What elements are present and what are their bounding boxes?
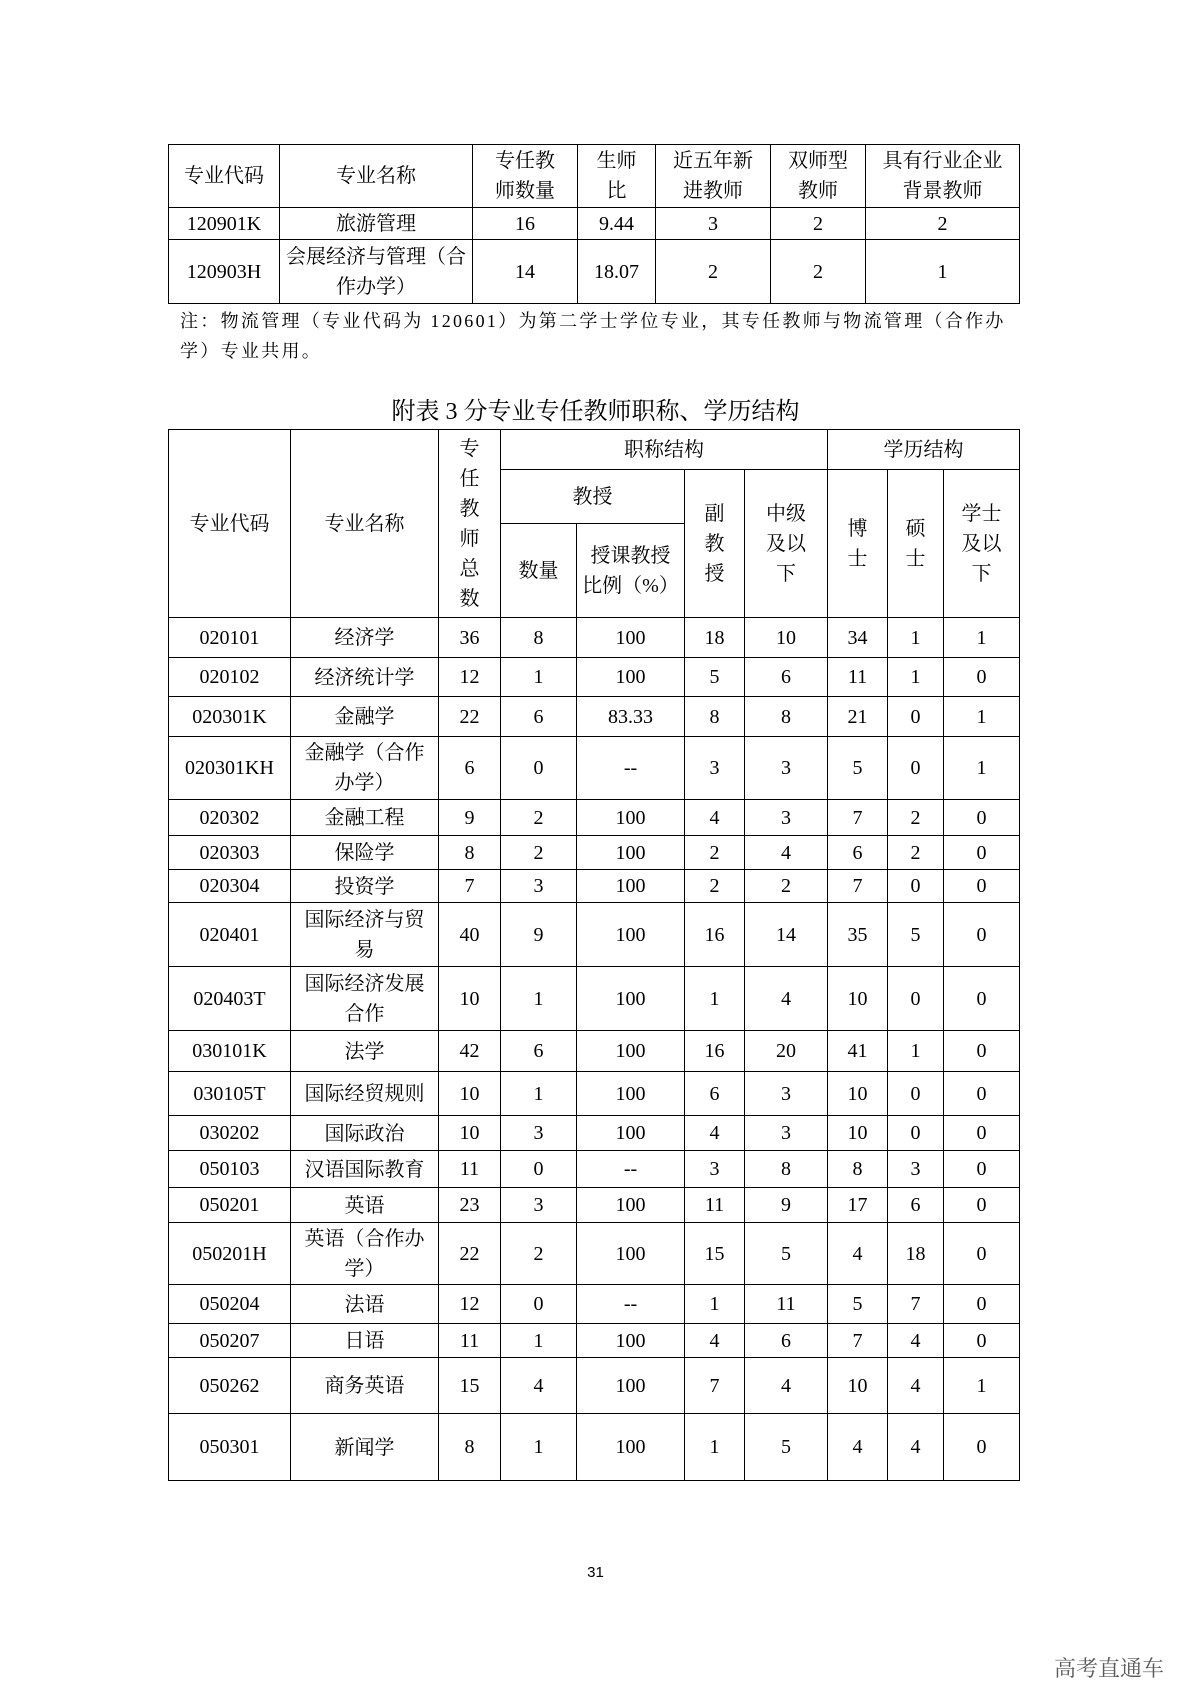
table-header-row bbox=[169, 145, 1020, 208]
cell-master-count: 2 bbox=[888, 836, 944, 870]
cell-bachelor-and-below-count: 0 bbox=[944, 870, 1020, 903]
cell-master-count: 0 bbox=[888, 1072, 944, 1116]
cell-professor-count: 1 bbox=[501, 1414, 577, 1481]
major-name-text: 英语 bbox=[344, 1194, 385, 1217]
cell-associate-professor-count: 2 bbox=[685, 870, 745, 903]
table-title: 附表 3 分专业专任教师职称、学历结构 bbox=[391, 399, 800, 425]
cell-master-count: 1 bbox=[888, 1031, 944, 1072]
cell-bachelor-and-below-count: 0 bbox=[944, 1285, 1020, 1324]
table-row bbox=[169, 240, 1020, 304]
cell-associate-professor-count: 18 bbox=[685, 618, 745, 658]
cell-faculty-total: 23 bbox=[439, 1188, 501, 1223]
cell-faculty-total: 12 bbox=[439, 658, 501, 697]
cell-major-name bbox=[291, 1414, 439, 1481]
cell-master-count: 4 bbox=[888, 1358, 944, 1414]
cell-major-code: 050201 bbox=[169, 1188, 291, 1223]
cell-industry-background-faculty: 1 bbox=[866, 240, 1020, 304]
cell-doctorate-count: 35 bbox=[828, 903, 888, 967]
cell-doctorate-count: 11 bbox=[828, 658, 888, 697]
major-name-text: 投资学 bbox=[334, 875, 395, 898]
table-row bbox=[169, 1116, 1020, 1151]
cell-bachelor-and-below-count: 0 bbox=[944, 1031, 1020, 1072]
cell-intermediate-and-below-count: 20 bbox=[745, 1031, 828, 1072]
cell-professor-teaching-ratio: 100 bbox=[577, 1031, 685, 1072]
cell-professor-count: 4 bbox=[501, 1358, 577, 1414]
header-label: 学士及以下 bbox=[961, 502, 1002, 585]
cell-master-count: 1 bbox=[888, 618, 944, 658]
cell-faculty-total: 40 bbox=[439, 903, 501, 967]
cell-professor-count: 0 bbox=[501, 1285, 577, 1324]
cell-bachelor-and-below-count: 0 bbox=[944, 1324, 1020, 1358]
cell-master-count: 4 bbox=[888, 1324, 944, 1358]
header-industry-background-faculty bbox=[866, 145, 1020, 208]
cell-major-name bbox=[291, 618, 439, 658]
table-body bbox=[169, 208, 1020, 304]
cell-faculty-total: 6 bbox=[439, 737, 501, 800]
cell-professor-teaching-ratio: 100 bbox=[577, 1188, 685, 1223]
cell-professor-teaching-ratio: 83.33 bbox=[577, 697, 685, 737]
header-dual-qualified-faculty bbox=[771, 145, 866, 208]
cell-bachelor-and-below-count: 0 bbox=[944, 800, 1020, 836]
cell-doctorate-count: 6 bbox=[828, 836, 888, 870]
cell-major-code: 020101 bbox=[169, 618, 291, 658]
table-row bbox=[169, 618, 1020, 658]
table-footnote: 注：物流管理（专业代码为 120601）为第二学士学位专业，其专任教师与物流管理（合作办学）专业共用。 bbox=[180, 311, 1006, 361]
major-name-text: 新闻学 bbox=[334, 1436, 395, 1459]
cell-intermediate-and-below-count: 3 bbox=[745, 737, 828, 800]
cell-faculty-total: 10 bbox=[439, 1072, 501, 1116]
cell-major-name bbox=[291, 1358, 439, 1414]
cell-master-count: 5 bbox=[888, 903, 944, 967]
cell-doctorate-count: 17 bbox=[828, 1188, 888, 1223]
header-label: 近五年新进教师 bbox=[673, 150, 753, 202]
header-degree-structure bbox=[828, 430, 1020, 470]
header-label: 授课教授 比例（%） bbox=[582, 544, 679, 597]
cell-major-code: 050204 bbox=[169, 1285, 291, 1324]
cell-new-faculty-five-years: 2 bbox=[656, 240, 771, 304]
cell-bachelor-and-below-count: 0 bbox=[944, 1188, 1020, 1223]
major-name-text: 国际经济发展合作 bbox=[304, 972, 425, 1025]
header-major-name bbox=[280, 145, 473, 208]
cell-professor-teaching-ratio: -- bbox=[577, 1285, 685, 1324]
cell-doctorate-count: 10 bbox=[828, 1072, 888, 1116]
cell-doctorate-count: 7 bbox=[828, 870, 888, 903]
cell-intermediate-and-below-count: 4 bbox=[745, 967, 828, 1031]
cell-master-count: 0 bbox=[888, 967, 944, 1031]
cell-professor-teaching-ratio: 100 bbox=[577, 1324, 685, 1358]
cell-associate-professor-count: 7 bbox=[685, 1358, 745, 1414]
cell-major-name bbox=[291, 1151, 439, 1188]
major-name-text: 金融学 bbox=[334, 706, 395, 729]
cell-faculty-total: 22 bbox=[439, 1223, 501, 1285]
cell-intermediate-and-below-count: 2 bbox=[745, 870, 828, 903]
header-label: 博士 bbox=[847, 517, 868, 570]
cell-intermediate-and-below-count: 4 bbox=[745, 836, 828, 870]
cell-doctorate-count: 7 bbox=[828, 1324, 888, 1358]
cell-new-faculty-five-years: 3 bbox=[656, 208, 771, 240]
header-faculty-total bbox=[439, 430, 501, 618]
cell-intermediate-and-below-count: 5 bbox=[745, 1414, 828, 1481]
cell-doctorate-count: 10 bbox=[828, 1116, 888, 1151]
cell-faculty-total: 11 bbox=[439, 1151, 501, 1188]
cell-industry-background-faculty: 2 bbox=[866, 208, 1020, 240]
cell-faculty-total: 11 bbox=[439, 1324, 501, 1358]
cell-major-name bbox=[291, 836, 439, 870]
cell-professor-teaching-ratio: 100 bbox=[577, 618, 685, 658]
header-major-name bbox=[291, 430, 439, 618]
cell-intermediate-and-below-count: 3 bbox=[745, 1072, 828, 1116]
cell-faculty-total: 9 bbox=[439, 800, 501, 836]
table-row bbox=[169, 697, 1020, 737]
table-row bbox=[169, 658, 1020, 697]
table-row bbox=[169, 1223, 1020, 1285]
cell-major-code: 050103 bbox=[169, 1151, 291, 1188]
cell-bachelor-and-below-count: 1 bbox=[944, 1358, 1020, 1414]
cell-faculty-total: 36 bbox=[439, 618, 501, 658]
cell-master-count: 0 bbox=[888, 737, 944, 800]
cell-faculty-total: 7 bbox=[439, 870, 501, 903]
cell-associate-professor-count: 3 bbox=[685, 1151, 745, 1188]
table-row bbox=[169, 903, 1020, 967]
cell-major-code: 020301K bbox=[169, 697, 291, 737]
header-label: 教授 bbox=[572, 485, 613, 508]
cell-major-code: 050301 bbox=[169, 1414, 291, 1481]
cell-professor-count: 8 bbox=[501, 618, 577, 658]
cell-professor-count: 2 bbox=[501, 1223, 577, 1285]
table-row bbox=[169, 870, 1020, 903]
header-label: 学历结构 bbox=[883, 438, 964, 461]
table-row bbox=[169, 800, 1020, 836]
table-row bbox=[169, 1188, 1020, 1223]
cell-intermediate-and-below-count: 14 bbox=[745, 903, 828, 967]
major-name-text: 国际经济与贸易 bbox=[304, 908, 425, 961]
table-header-row bbox=[169, 430, 1020, 470]
cell-associate-professor-count: 4 bbox=[685, 1116, 745, 1151]
watermark: 高考直通车 bbox=[1053, 1656, 1164, 1681]
cell-professor-teaching-ratio: 100 bbox=[577, 1072, 685, 1116]
cell-major-code: 020302 bbox=[169, 800, 291, 836]
header-label: 双师型教师 bbox=[788, 150, 848, 202]
cell-doctorate-count: 5 bbox=[828, 737, 888, 800]
cell-intermediate-and-below-count: 11 bbox=[745, 1285, 828, 1324]
header-label: 副教授 bbox=[704, 502, 725, 585]
table-row bbox=[169, 208, 1020, 240]
cell-master-count: 3 bbox=[888, 1151, 944, 1188]
header-associate-professor bbox=[685, 470, 745, 618]
cell-student-faculty-ratio: 18.07 bbox=[578, 240, 656, 304]
cell-professor-count: 1 bbox=[501, 967, 577, 1031]
cell-faculty-total: 15 bbox=[439, 1358, 501, 1414]
major-name-text: 会展经济与管理（合作办学） bbox=[286, 245, 466, 298]
cell-faculty-total: 42 bbox=[439, 1031, 501, 1072]
cell-doctorate-count: 10 bbox=[828, 1358, 888, 1414]
cell-major-name bbox=[291, 1223, 439, 1285]
cell-associate-professor-count: 8 bbox=[685, 697, 745, 737]
cell-professor-teaching-ratio: 100 bbox=[577, 1223, 685, 1285]
table-row bbox=[169, 1414, 1020, 1481]
faculty-summary-table bbox=[168, 144, 1020, 304]
cell-major-name bbox=[291, 1031, 439, 1072]
cell-professor-count: 3 bbox=[501, 870, 577, 903]
cell-intermediate-and-below-count: 6 bbox=[745, 658, 828, 697]
cell-associate-professor-count: 11 bbox=[685, 1188, 745, 1223]
cell-bachelor-and-below-count: 0 bbox=[944, 903, 1020, 967]
cell-student-faculty-ratio: 9.44 bbox=[578, 208, 656, 240]
cell-doctorate-count: 5 bbox=[828, 1285, 888, 1324]
header-professor-teaching-ratio bbox=[577, 524, 685, 618]
cell-faculty-total: 10 bbox=[439, 1116, 501, 1151]
major-name-text: 经济统计学 bbox=[314, 666, 415, 689]
cell-major-name bbox=[291, 1188, 439, 1223]
cell-major-code: 050262 bbox=[169, 1358, 291, 1414]
cell-major-code: 120901K bbox=[169, 208, 280, 240]
cell-faculty-count: 16 bbox=[473, 208, 578, 240]
cell-major-name bbox=[291, 1324, 439, 1358]
header-label: 职称结构 bbox=[624, 438, 704, 461]
major-name-text: 经济学 bbox=[334, 627, 395, 650]
cell-professor-teaching-ratio: 100 bbox=[577, 870, 685, 903]
cell-professor-teaching-ratio: 100 bbox=[577, 800, 685, 836]
header-major-code bbox=[169, 145, 280, 208]
cell-major-code: 020303 bbox=[169, 836, 291, 870]
major-name-text: 汉语国际教育 bbox=[304, 1158, 425, 1181]
cell-major-name bbox=[291, 697, 439, 737]
cell-bachelor-and-below-count: 0 bbox=[944, 1072, 1020, 1116]
header-label: 专业代码 bbox=[189, 512, 270, 535]
cell-major-code: 120903H bbox=[169, 240, 280, 304]
cell-doctorate-count: 34 bbox=[828, 618, 888, 658]
cell-major-code: 020401 bbox=[169, 903, 291, 967]
cell-major-name bbox=[291, 1072, 439, 1116]
header-label: 具有行业企业背景教师 bbox=[882, 150, 1003, 202]
cell-bachelor-and-below-count: 0 bbox=[944, 1414, 1020, 1481]
cell-associate-professor-count: 6 bbox=[685, 1072, 745, 1116]
cell-master-count: 0 bbox=[888, 697, 944, 737]
cell-bachelor-and-below-count: 0 bbox=[944, 967, 1020, 1031]
table-row bbox=[169, 836, 1020, 870]
cell-intermediate-and-below-count: 8 bbox=[745, 1151, 828, 1188]
cell-major-name bbox=[291, 737, 439, 800]
table-row bbox=[169, 1285, 1020, 1324]
cell-doctorate-count: 10 bbox=[828, 967, 888, 1031]
cell-intermediate-and-below-count: 5 bbox=[745, 1223, 828, 1285]
cell-major-code: 020102 bbox=[169, 658, 291, 697]
cell-major-code: 030202 bbox=[169, 1116, 291, 1151]
cell-major-code: 020304 bbox=[169, 870, 291, 903]
header-label: 专业名称 bbox=[324, 512, 405, 535]
cell-bachelor-and-below-count: 0 bbox=[944, 1151, 1020, 1188]
cell-intermediate-and-below-count: 6 bbox=[745, 1324, 828, 1358]
major-name-text: 英语（合作办学） bbox=[304, 1227, 425, 1280]
cell-associate-professor-count: 16 bbox=[685, 1031, 745, 1072]
cell-bachelor-and-below-count: 0 bbox=[944, 1116, 1020, 1151]
header-label: 硕士 bbox=[905, 517, 926, 570]
cell-associate-professor-count: 1 bbox=[685, 967, 745, 1031]
cell-major-name bbox=[291, 967, 439, 1031]
major-name-text: 法语 bbox=[344, 1293, 385, 1316]
header-doctorate bbox=[828, 470, 888, 618]
table-row bbox=[169, 1031, 1020, 1072]
cell-professor-count: 0 bbox=[501, 737, 577, 800]
cell-professor-count: 2 bbox=[501, 800, 577, 836]
header-master bbox=[888, 470, 944, 618]
cell-professor-count: 2 bbox=[501, 836, 577, 870]
major-name-text: 旅游管理 bbox=[336, 213, 416, 236]
cell-doctorate-count: 21 bbox=[828, 697, 888, 737]
header-label: 数量 bbox=[518, 559, 559, 582]
header-label: 专任教师数量 bbox=[495, 150, 555, 202]
cell-bachelor-and-below-count: 0 bbox=[944, 1223, 1020, 1285]
header-label: 专任教师总数 bbox=[459, 437, 480, 610]
cell-faculty-total: 10 bbox=[439, 967, 501, 1031]
cell-master-count: 6 bbox=[888, 1188, 944, 1223]
cell-associate-professor-count: 1 bbox=[685, 1414, 745, 1481]
cell-associate-professor-count: 1 bbox=[685, 1285, 745, 1324]
cell-professor-count: 1 bbox=[501, 1324, 577, 1358]
cell-major-code: 030101K bbox=[169, 1031, 291, 1072]
header-major-code bbox=[169, 430, 291, 618]
table-row bbox=[169, 1324, 1020, 1358]
cell-major-name bbox=[291, 870, 439, 903]
cell-major-name bbox=[291, 903, 439, 967]
cell-doctorate-count: 7 bbox=[828, 800, 888, 836]
cell-associate-professor-count: 4 bbox=[685, 1324, 745, 1358]
cell-professor-count: 6 bbox=[501, 1031, 577, 1072]
cell-major-code: 050201H bbox=[169, 1223, 291, 1285]
cell-major-code: 020403T bbox=[169, 967, 291, 1031]
cell-dual-qualified-faculty: 2 bbox=[771, 208, 866, 240]
cell-master-count: 2 bbox=[888, 800, 944, 836]
cell-professor-count: 3 bbox=[501, 1116, 577, 1151]
cell-doctorate-count: 8 bbox=[828, 1151, 888, 1188]
cell-master-count: 18 bbox=[888, 1223, 944, 1285]
header-label: 专业名称 bbox=[336, 165, 416, 187]
cell-associate-professor-count: 3 bbox=[685, 737, 745, 800]
cell-major-code: 030105T bbox=[169, 1072, 291, 1116]
cell-professor-count: 1 bbox=[501, 658, 577, 697]
cell-bachelor-and-below-count: 0 bbox=[944, 836, 1020, 870]
cell-associate-professor-count: 5 bbox=[685, 658, 745, 697]
cell-professor-teaching-ratio: 100 bbox=[577, 903, 685, 967]
header-faculty-count bbox=[473, 145, 578, 208]
cell-faculty-total: 12 bbox=[439, 1285, 501, 1324]
cell-bachelor-and-below-count: 1 bbox=[944, 697, 1020, 737]
table-row bbox=[169, 737, 1020, 800]
cell-major-code: 050207 bbox=[169, 1324, 291, 1358]
cell-associate-professor-count: 2 bbox=[685, 836, 745, 870]
header-label: 生师比 bbox=[596, 150, 637, 202]
header-intermediate-and-below bbox=[745, 470, 828, 618]
cell-associate-professor-count: 16 bbox=[685, 903, 745, 967]
table-row bbox=[169, 1072, 1020, 1116]
table-row bbox=[169, 1358, 1020, 1414]
major-name-text: 法学 bbox=[344, 1040, 385, 1063]
cell-bachelor-and-below-count: 1 bbox=[944, 618, 1020, 658]
cell-faculty-total: 8 bbox=[439, 836, 501, 870]
major-name-text: 金融工程 bbox=[324, 807, 405, 830]
page-number: 31 bbox=[587, 1564, 604, 1581]
cell-professor-count: 6 bbox=[501, 697, 577, 737]
table-row bbox=[169, 967, 1020, 1031]
table-body bbox=[169, 618, 1020, 1481]
cell-bachelor-and-below-count: 0 bbox=[944, 658, 1020, 697]
cell-intermediate-and-below-count: 3 bbox=[745, 800, 828, 836]
major-name-text: 金融学（合作办学） bbox=[304, 742, 425, 794]
header-title-structure bbox=[501, 430, 828, 470]
cell-major-name bbox=[291, 1116, 439, 1151]
header-new-faculty-five-years bbox=[656, 145, 771, 208]
cell-professor-teaching-ratio: 100 bbox=[577, 836, 685, 870]
header-professor-count bbox=[501, 524, 577, 618]
cell-doctorate-count: 4 bbox=[828, 1223, 888, 1285]
cell-major-name bbox=[280, 208, 473, 240]
cell-professor-count: 1 bbox=[501, 1072, 577, 1116]
cell-dual-qualified-faculty: 2 bbox=[771, 240, 866, 304]
cell-intermediate-and-below-count: 8 bbox=[745, 697, 828, 737]
cell-major-code: 020301KH bbox=[169, 737, 291, 800]
cell-master-count: 0 bbox=[888, 870, 944, 903]
cell-master-count: 0 bbox=[888, 1116, 944, 1151]
cell-major-name bbox=[291, 658, 439, 697]
cell-associate-professor-count: 15 bbox=[685, 1223, 745, 1285]
cell-major-name bbox=[291, 800, 439, 836]
cell-doctorate-count: 4 bbox=[828, 1414, 888, 1481]
header-student-faculty-ratio bbox=[578, 145, 656, 208]
major-name-text: 日语 bbox=[344, 1330, 385, 1353]
cell-professor-count: 9 bbox=[501, 903, 577, 967]
cell-bachelor-and-below-count: 1 bbox=[944, 737, 1020, 800]
cell-faculty-total: 8 bbox=[439, 1414, 501, 1481]
cell-professor-teaching-ratio: 100 bbox=[577, 658, 685, 697]
cell-major-name bbox=[291, 1285, 439, 1324]
cell-faculty-count: 14 bbox=[473, 240, 578, 304]
cell-doctorate-count: 41 bbox=[828, 1031, 888, 1072]
cell-master-count: 7 bbox=[888, 1285, 944, 1324]
header-bachelor-and-below bbox=[944, 470, 1020, 618]
cell-master-count: 4 bbox=[888, 1414, 944, 1481]
header-label: 中级及以下 bbox=[766, 502, 806, 585]
cell-professor-teaching-ratio: -- bbox=[577, 1151, 685, 1188]
header-professor bbox=[501, 470, 685, 524]
cell-intermediate-and-below-count: 9 bbox=[745, 1188, 828, 1223]
cell-professor-count: 3 bbox=[501, 1188, 577, 1223]
major-name-text: 商务英语 bbox=[324, 1375, 405, 1398]
major-name-text: 国际政治 bbox=[324, 1122, 405, 1145]
cell-professor-teaching-ratio: 100 bbox=[577, 1358, 685, 1414]
cell-professor-teaching-ratio: -- bbox=[577, 737, 685, 800]
faculty-structure-table bbox=[168, 429, 1020, 1481]
cell-intermediate-and-below-count: 4 bbox=[745, 1358, 828, 1414]
major-name-text: 国际经贸规则 bbox=[304, 1083, 425, 1106]
table-row bbox=[169, 1151, 1020, 1188]
cell-professor-teaching-ratio: 100 bbox=[577, 967, 685, 1031]
header-label: 专业代码 bbox=[184, 165, 264, 187]
cell-major-name bbox=[280, 240, 473, 304]
cell-professor-teaching-ratio: 100 bbox=[577, 1414, 685, 1481]
major-name-text: 保险学 bbox=[334, 842, 395, 865]
cell-master-count: 1 bbox=[888, 658, 944, 697]
cell-intermediate-and-below-count: 10 bbox=[745, 618, 828, 658]
cell-intermediate-and-below-count: 3 bbox=[745, 1116, 828, 1151]
cell-faculty-total: 22 bbox=[439, 697, 501, 737]
cell-professor-count: 0 bbox=[501, 1151, 577, 1188]
cell-professor-teaching-ratio: 100 bbox=[577, 1116, 685, 1151]
cell-associate-professor-count: 4 bbox=[685, 800, 745, 836]
